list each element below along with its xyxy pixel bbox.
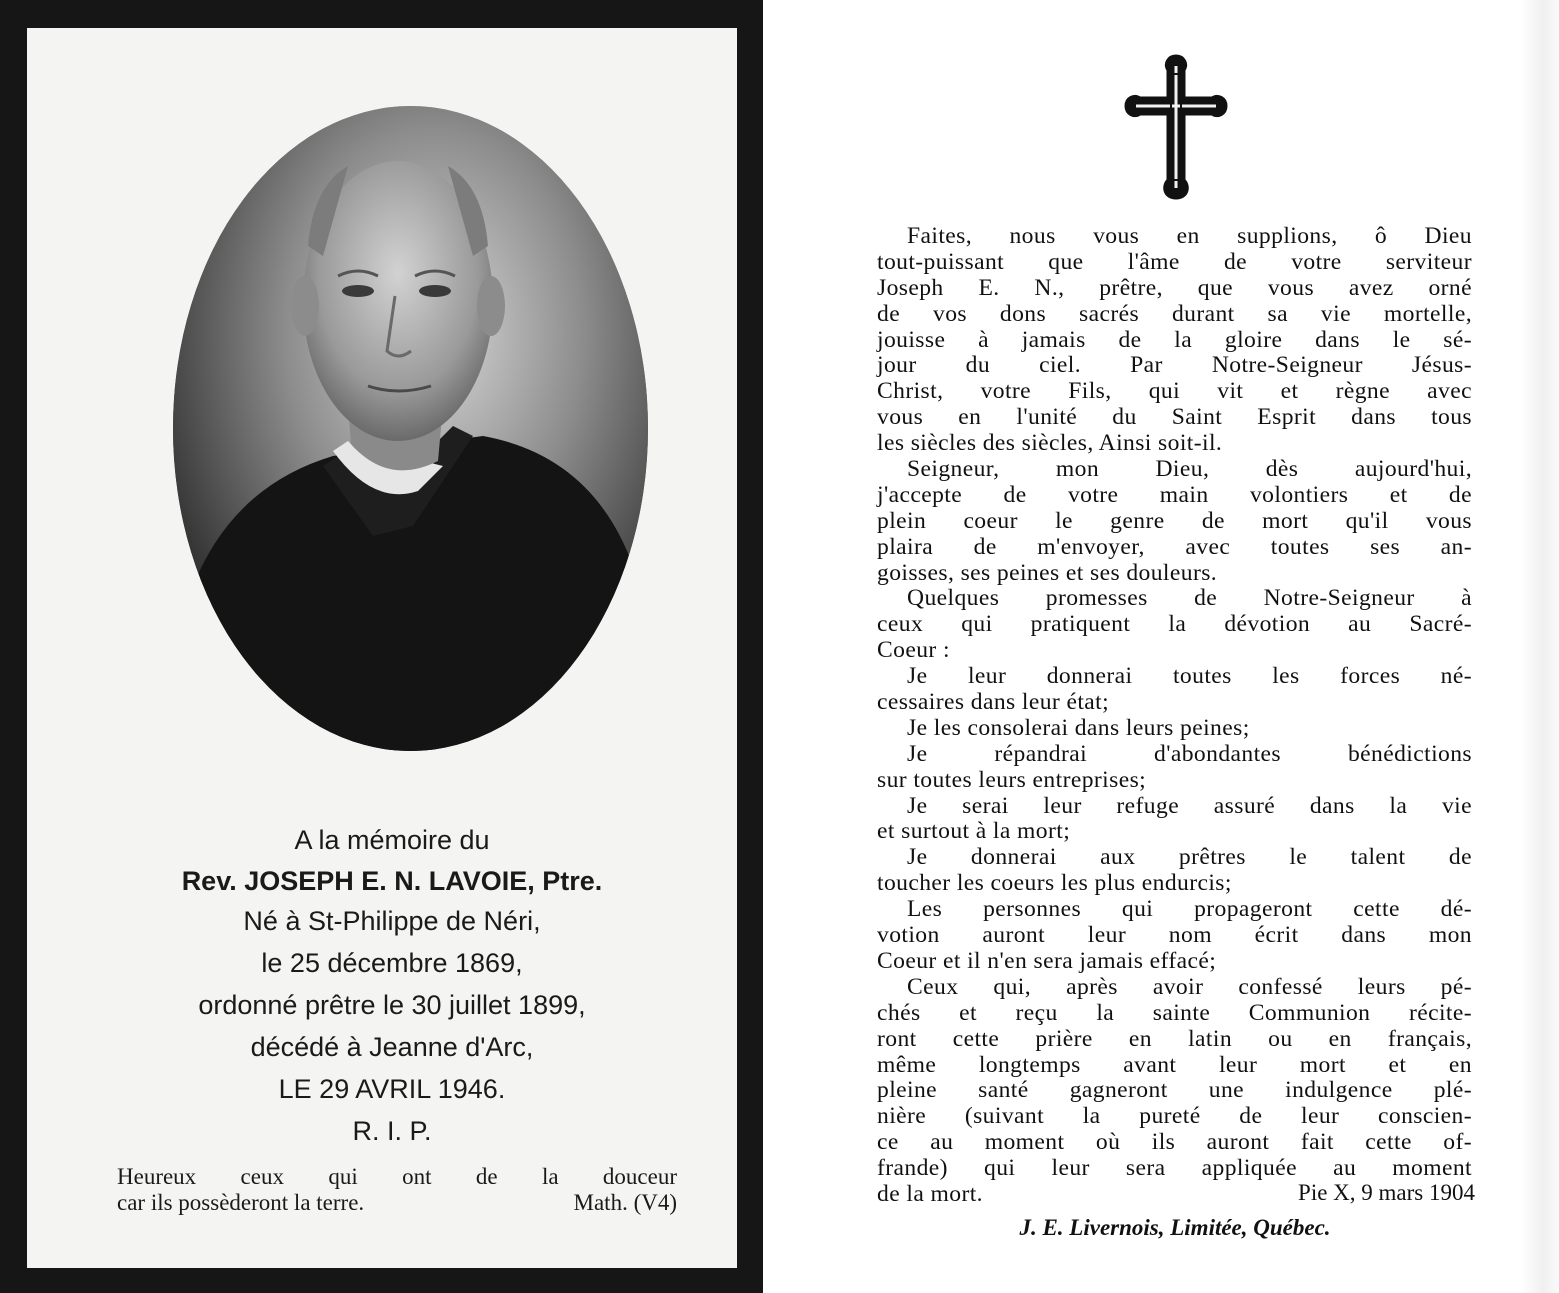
memorial-intro: A la mémoire du xyxy=(294,825,490,855)
prayer-line: ce au moment où ils auront fait cette of- xyxy=(877,1129,1472,1156)
prayer-line: Joseph E. N., prêtre, que vous avez orné xyxy=(877,274,1472,301)
printer-credit: J. E. Livernois, Limitée, Québec. xyxy=(1019,1215,1331,1240)
prayer-line: Coeur et il n'en sera jamais effacé; xyxy=(877,947,1217,974)
prayer-line: j'accepte de votre main volontiers et de xyxy=(877,481,1472,508)
prayer-line: Ceux qui, après avoir confessé leurs pé- xyxy=(907,973,1472,1000)
prayer-line: Je serai leur refuge assuré dans la vie xyxy=(907,792,1472,819)
prayer-line: Je donnerai aux prêtres le talent de xyxy=(907,844,1472,871)
prayer-line: plein coeur le genre de mort qu'il vous xyxy=(877,507,1472,534)
prayer-line: goisses, ses peines et ses douleurs. xyxy=(877,559,1218,586)
prayer-line: Christ, votre Fils, qui vit et règne avec xyxy=(877,378,1472,405)
prayer-line: chés et reçu la sainte Communion récite- xyxy=(877,999,1472,1026)
prayer-line: Je les consolerai dans leurs peines; xyxy=(907,714,1250,741)
prayer-line: sur toutes leurs entreprises; xyxy=(877,766,1147,793)
prayer-text xyxy=(877,224,1472,1208)
prayer-line: Faites, nous vous en supplions, ô Dieu xyxy=(907,223,1472,249)
scripture-reference: Math. (V4) xyxy=(573,1190,677,1215)
priest-portrait-photo xyxy=(173,106,648,751)
scan-edge xyxy=(1520,0,1559,1293)
prayer-line: Quelques promesses de Notre-Seigneur à xyxy=(907,585,1472,612)
prayer-line: même longtemps avant leur mort et en xyxy=(877,1051,1472,1078)
death-place: décédé à Jeanne d'Arc, xyxy=(250,1032,534,1062)
portrait-illustration xyxy=(173,106,648,751)
prayer-line: les siècles des siècles, Ainsi soit-il. xyxy=(877,430,1223,457)
prayer-line: Coeur : xyxy=(877,637,950,664)
prayer-line: plaira de m'envoyer, avec toutes ses an- xyxy=(877,533,1472,560)
prayer-line: de vos dons sacrés durant sa vie mortelle, xyxy=(877,300,1472,327)
birth-date: le 25 décembre 1869, xyxy=(261,948,523,978)
prayer-line: jouisse à jamais de la gloire dans le sé- xyxy=(877,326,1472,353)
prayer-line: de la mort. xyxy=(877,1180,983,1207)
birthplace: Né à St-Philippe de Néri, xyxy=(243,906,541,936)
cross-icon xyxy=(1122,52,1230,202)
prayer-line: frande) qui leur sera appliquée au moment xyxy=(877,1155,1472,1182)
papal-signature: Pie X, 9 mars 1904 xyxy=(1298,1180,1475,1205)
ordination-date: ordonné prêtre le 30 juillet 1899, xyxy=(198,990,586,1020)
prayer-line: Je leur donnerai toutes les forces né- xyxy=(907,663,1472,690)
card-front-panel xyxy=(27,28,737,1268)
prayer-line: toucher les coeurs les plus endurcis; xyxy=(877,870,1232,897)
beatitude-line-1: Heureux ceux qui ont de la douceur xyxy=(117,1164,677,1189)
prayer-line: nière (suivant la pureté de leur conscien- xyxy=(877,1103,1472,1130)
death-date: LE 29 AVRIL 1946. xyxy=(278,1074,506,1104)
prayer-line: Je répandrai d'abondantes bénédictions xyxy=(907,740,1472,767)
prayer-line: ceux qui pratiquent la dévotion au Sacré- xyxy=(877,611,1472,638)
prayer-line: ront cette prière en latin ou en français, xyxy=(877,1025,1472,1052)
prayer-line: et surtout à la mort; xyxy=(877,818,1071,845)
prayer-line: tout-puissant que l'âme de votre serviteur xyxy=(877,248,1472,275)
prayer-line: cessaires dans leur état; xyxy=(877,689,1110,716)
prayer-line: pleine santé gagneront une indulgence plé- xyxy=(877,1077,1472,1104)
rip-text: R. I. P. xyxy=(352,1116,432,1146)
beatitude-line-2 xyxy=(117,1190,677,1216)
prayer-line: Les personnes qui propageront cette dé- xyxy=(907,896,1472,923)
deceased-name: Rev. JOSEPH E. N. LAVOIE, Ptre. xyxy=(181,866,603,896)
prayer-line: jour du ciel. Par Notre-Seigneur Jésus- xyxy=(877,352,1472,379)
prayer-line: Seigneur, mon Dieu, dès aujourd'hui, xyxy=(907,456,1472,483)
memorial-card-front xyxy=(0,0,763,1293)
prayer-line: vous en l'unité du Saint Esprit dans tous xyxy=(877,404,1472,431)
beatitude-text: car ils possèderont la terre. xyxy=(117,1190,365,1215)
prayer-line: votion auront leur nom écrit dans mon xyxy=(877,922,1472,949)
